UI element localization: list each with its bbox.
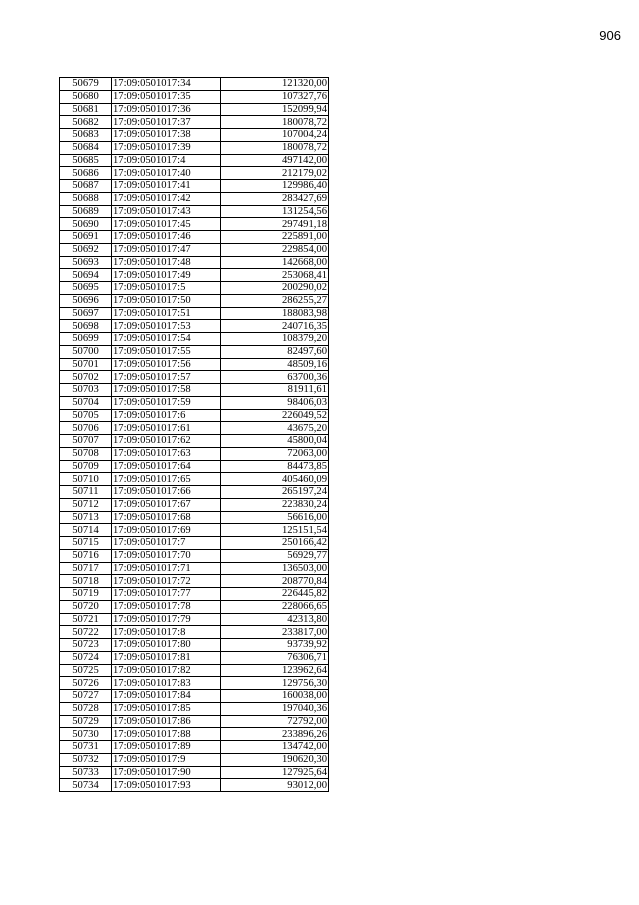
- table-row: [60, 78, 329, 91]
- row-number-cell: 50733: [60, 766, 112, 779]
- table-row: [60, 715, 329, 728]
- row-number-cell: 50707: [60, 435, 112, 448]
- table-row: [60, 524, 329, 537]
- cadastral-number-cell: 17:09:0501017:81: [112, 651, 221, 664]
- value-cell: 42313,80: [221, 613, 329, 626]
- value-cell: 233817,00: [221, 626, 329, 639]
- row-number-cell: 50705: [60, 409, 112, 422]
- table-row: [60, 256, 329, 269]
- row-number-cell: 50690: [60, 218, 112, 231]
- cadastral-number-cell: 17:09:0501017:55: [112, 345, 221, 358]
- cadastral-number-cell: 17:09:0501017:46: [112, 231, 221, 244]
- value-cell: 81911,61: [221, 384, 329, 397]
- cadastral-number-cell: 17:09:0501017:37: [112, 116, 221, 129]
- table-row: [60, 333, 329, 346]
- value-cell: 76306,71: [221, 651, 329, 664]
- value-cell: 56929,77: [221, 549, 329, 562]
- value-cell: 180078,72: [221, 116, 329, 129]
- row-number-cell: 50680: [60, 90, 112, 103]
- row-number-cell: 50734: [60, 779, 112, 792]
- table-row: [60, 358, 329, 371]
- value-cell: 129986,40: [221, 180, 329, 193]
- value-cell: 233896,26: [221, 728, 329, 741]
- table-row: [60, 269, 329, 282]
- cadastral-number-cell: 17:09:0501017:9: [112, 753, 221, 766]
- row-number-cell: 50685: [60, 154, 112, 167]
- cadastral-number-cell: 17:09:0501017:79: [112, 613, 221, 626]
- cadastral-number-cell: 17:09:0501017:71: [112, 562, 221, 575]
- cadastral-number-cell: 17:09:0501017:49: [112, 269, 221, 282]
- table-row: [60, 435, 329, 448]
- value-cell: 93739,92: [221, 639, 329, 652]
- row-number-cell: 50719: [60, 588, 112, 601]
- cadastral-number-cell: 17:09:0501017:63: [112, 447, 221, 460]
- table-row: [60, 345, 329, 358]
- table-row: [60, 384, 329, 397]
- value-cell: 160038,00: [221, 690, 329, 703]
- cadastral-number-cell: 17:09:0501017:45: [112, 218, 221, 231]
- row-number-cell: 50693: [60, 256, 112, 269]
- cadastral-number-cell: 17:09:0501017:88: [112, 728, 221, 741]
- cadastral-number-cell: 17:09:0501017:68: [112, 511, 221, 524]
- table-row: [60, 218, 329, 231]
- row-number-cell: 50684: [60, 141, 112, 154]
- cadastral-number-cell: 17:09:0501017:56: [112, 358, 221, 371]
- cadastral-number-cell: 17:09:0501017:69: [112, 524, 221, 537]
- row-number-cell: 50728: [60, 702, 112, 715]
- value-cell: 197040,36: [221, 702, 329, 715]
- value-cell: 108379,20: [221, 333, 329, 346]
- value-cell: 134742,00: [221, 741, 329, 754]
- table-row: [60, 537, 329, 550]
- cadastral-number-cell: 17:09:0501017:7: [112, 537, 221, 550]
- cadastral-number-cell: 17:09:0501017:47: [112, 243, 221, 256]
- row-number-cell: 50696: [60, 294, 112, 307]
- value-cell: 56616,00: [221, 511, 329, 524]
- table-row: [60, 677, 329, 690]
- row-number-cell: 50700: [60, 345, 112, 358]
- cadastral-number-cell: 17:09:0501017:86: [112, 715, 221, 728]
- row-number-cell: 50726: [60, 677, 112, 690]
- table-row: [60, 664, 329, 677]
- table-row: [60, 728, 329, 741]
- value-cell: 226445,82: [221, 588, 329, 601]
- cadastral-number-cell: 17:09:0501017:64: [112, 460, 221, 473]
- cadastral-number-cell: 17:09:0501017:59: [112, 396, 221, 409]
- row-number-cell: 50683: [60, 129, 112, 142]
- table-row: [60, 741, 329, 754]
- row-number-cell: 50723: [60, 639, 112, 652]
- cadastral-number-cell: 17:09:0501017:36: [112, 103, 221, 116]
- table-row: [60, 690, 329, 703]
- value-cell: 229854,00: [221, 243, 329, 256]
- table-row: [60, 498, 329, 511]
- table-row: [60, 205, 329, 218]
- row-number-cell: 50714: [60, 524, 112, 537]
- cadastral-number-cell: 17:09:0501017:78: [112, 600, 221, 613]
- cadastral-number-cell: 17:09:0501017:51: [112, 307, 221, 320]
- value-cell: 188083,98: [221, 307, 329, 320]
- row-number-cell: 50679: [60, 78, 112, 91]
- table-row: [60, 167, 329, 180]
- value-cell: 93012,00: [221, 779, 329, 792]
- cadastral-number-cell: 17:09:0501017:84: [112, 690, 221, 703]
- cadastral-number-cell: 17:09:0501017:90: [112, 766, 221, 779]
- row-number-cell: 50711: [60, 486, 112, 499]
- cadastral-number-cell: 17:09:0501017:62: [112, 435, 221, 448]
- row-number-cell: 50709: [60, 460, 112, 473]
- value-cell: 123962,64: [221, 664, 329, 677]
- row-number-cell: 50701: [60, 358, 112, 371]
- table-row: [60, 651, 329, 664]
- cadastral-number-cell: 17:09:0501017:50: [112, 294, 221, 307]
- value-cell: 152099,94: [221, 103, 329, 116]
- cadastral-number-cell: 17:09:0501017:61: [112, 422, 221, 435]
- table-row: [60, 129, 329, 142]
- cadastral-number-cell: 17:09:0501017:40: [112, 167, 221, 180]
- row-number-cell: 50706: [60, 422, 112, 435]
- value-cell: 497142,00: [221, 154, 329, 167]
- value-cell: 48509,16: [221, 358, 329, 371]
- cadastral-number-cell: 17:09:0501017:83: [112, 677, 221, 690]
- value-cell: 72792,00: [221, 715, 329, 728]
- cadastral-number-cell: 17:09:0501017:53: [112, 320, 221, 333]
- cadastral-number-cell: 17:09:0501017:57: [112, 371, 221, 384]
- table-row: [60, 626, 329, 639]
- value-cell: 240716,35: [221, 320, 329, 333]
- value-cell: 45800,04: [221, 435, 329, 448]
- value-cell: 129756,30: [221, 677, 329, 690]
- value-cell: 136503,00: [221, 562, 329, 575]
- cadastral-number-cell: 17:09:0501017:67: [112, 498, 221, 511]
- row-number-cell: 50689: [60, 205, 112, 218]
- cadastral-value-table: [59, 77, 329, 792]
- row-number-cell: 50720: [60, 600, 112, 613]
- row-number-cell: 50688: [60, 192, 112, 205]
- cadastral-number-cell: 17:09:0501017:70: [112, 549, 221, 562]
- value-cell: 250166,42: [221, 537, 329, 550]
- table-row: [60, 243, 329, 256]
- row-number-cell: 50682: [60, 116, 112, 129]
- cadastral-number-cell: 17:09:0501017:54: [112, 333, 221, 346]
- row-number-cell: 50712: [60, 498, 112, 511]
- table-row: [60, 447, 329, 460]
- row-number-cell: 50694: [60, 269, 112, 282]
- value-cell: 190620,30: [221, 753, 329, 766]
- table-row: [60, 307, 329, 320]
- row-number-cell: 50725: [60, 664, 112, 677]
- row-number-cell: 50698: [60, 320, 112, 333]
- row-number-cell: 50702: [60, 371, 112, 384]
- table-row: [60, 600, 329, 613]
- cadastral-number-cell: 17:09:0501017:58: [112, 384, 221, 397]
- table-row: [60, 511, 329, 524]
- table-row: [60, 473, 329, 486]
- value-cell: 84473,85: [221, 460, 329, 473]
- row-number-cell: 50695: [60, 282, 112, 295]
- table-row: [60, 396, 329, 409]
- cadastral-number-cell: 17:09:0501017:89: [112, 741, 221, 754]
- value-cell: 265197,24: [221, 486, 329, 499]
- row-number-cell: 50730: [60, 728, 112, 741]
- cadastral-number-cell: 17:09:0501017:41: [112, 180, 221, 193]
- value-cell: 226049,52: [221, 409, 329, 422]
- table-row: [60, 639, 329, 652]
- cadastral-number-cell: 17:09:0501017:48: [112, 256, 221, 269]
- value-cell: 208770,84: [221, 575, 329, 588]
- cadastral-number-cell: 17:09:0501017:39: [112, 141, 221, 154]
- value-cell: 253068,41: [221, 269, 329, 282]
- value-cell: 82497,60: [221, 345, 329, 358]
- row-number-cell: 50697: [60, 307, 112, 320]
- row-number-cell: 50724: [60, 651, 112, 664]
- table-row: [60, 116, 329, 129]
- table-row: [60, 282, 329, 295]
- cadastral-number-cell: 17:09:0501017:93: [112, 779, 221, 792]
- cadastral-number-cell: 17:09:0501017:6: [112, 409, 221, 422]
- cadastral-number-cell: 17:09:0501017:5: [112, 282, 221, 295]
- value-cell: 125151,54: [221, 524, 329, 537]
- table-row: [60, 588, 329, 601]
- table-body: [60, 78, 329, 792]
- table-row: [60, 154, 329, 167]
- value-cell: 121320,00: [221, 78, 329, 91]
- table-row: [60, 192, 329, 205]
- row-number-cell: 50703: [60, 384, 112, 397]
- value-cell: 223830,24: [221, 498, 329, 511]
- table-row: [60, 103, 329, 116]
- row-number-cell: 50708: [60, 447, 112, 460]
- value-cell: 180078,72: [221, 141, 329, 154]
- row-number-cell: 50687: [60, 180, 112, 193]
- table-row: [60, 486, 329, 499]
- value-cell: 283427,69: [221, 192, 329, 205]
- cadastral-number-cell: 17:09:0501017:35: [112, 90, 221, 103]
- value-cell: 107327,76: [221, 90, 329, 103]
- value-cell: 228066,65: [221, 600, 329, 613]
- value-cell: 200290,02: [221, 282, 329, 295]
- table-row: [60, 779, 329, 792]
- row-number-cell: 50729: [60, 715, 112, 728]
- value-cell: 131254,56: [221, 205, 329, 218]
- row-number-cell: 50699: [60, 333, 112, 346]
- cadastral-number-cell: 17:09:0501017:43: [112, 205, 221, 218]
- table-row: [60, 294, 329, 307]
- value-cell: 72063,00: [221, 447, 329, 460]
- row-number-cell: 50704: [60, 396, 112, 409]
- row-number-cell: 50717: [60, 562, 112, 575]
- row-number-cell: 50732: [60, 753, 112, 766]
- row-number-cell: 50681: [60, 103, 112, 116]
- value-cell: 405460,09: [221, 473, 329, 486]
- cadastral-number-cell: 17:09:0501017:80: [112, 639, 221, 652]
- table-row: [60, 753, 329, 766]
- table-row: [60, 766, 329, 779]
- cadastral-number-cell: 17:09:0501017:77: [112, 588, 221, 601]
- row-number-cell: 50692: [60, 243, 112, 256]
- row-number-cell: 50727: [60, 690, 112, 703]
- table-row: [60, 371, 329, 384]
- cadastral-number-cell: 17:09:0501017:34: [112, 78, 221, 91]
- cadastral-number-cell: 17:09:0501017:82: [112, 664, 221, 677]
- cadastral-number-cell: 17:09:0501017:42: [112, 192, 221, 205]
- row-number-cell: 50716: [60, 549, 112, 562]
- table-row: [60, 141, 329, 154]
- cadastral-number-cell: 17:09:0501017:66: [112, 486, 221, 499]
- row-number-cell: 50722: [60, 626, 112, 639]
- value-cell: 142668,00: [221, 256, 329, 269]
- cadastral-number-cell: 17:09:0501017:65: [112, 473, 221, 486]
- row-number-cell: 50718: [60, 575, 112, 588]
- value-cell: 127925,64: [221, 766, 329, 779]
- value-cell: 98406,03: [221, 396, 329, 409]
- table-row: [60, 180, 329, 193]
- table-row: [60, 231, 329, 244]
- value-cell: 225891,00: [221, 231, 329, 244]
- table-row: [60, 320, 329, 333]
- table-row: [60, 549, 329, 562]
- cadastral-number-cell: 17:09:0501017:38: [112, 129, 221, 142]
- row-number-cell: 50721: [60, 613, 112, 626]
- row-number-cell: 50710: [60, 473, 112, 486]
- value-cell: 43675,20: [221, 422, 329, 435]
- value-cell: 286255,27: [221, 294, 329, 307]
- row-number-cell: 50715: [60, 537, 112, 550]
- table-row: [60, 90, 329, 103]
- value-cell: 212179,02: [221, 167, 329, 180]
- value-cell: 107004,24: [221, 129, 329, 142]
- table-row: [60, 613, 329, 626]
- table-row: [60, 562, 329, 575]
- row-number-cell: 50731: [60, 741, 112, 754]
- row-number-cell: 50686: [60, 167, 112, 180]
- table-row: [60, 575, 329, 588]
- value-cell: 63700,36: [221, 371, 329, 384]
- value-cell: 297491,18: [221, 218, 329, 231]
- row-number-cell: 50691: [60, 231, 112, 244]
- cadastral-number-cell: 17:09:0501017:8: [112, 626, 221, 639]
- cadastral-number-cell: 17:09:0501017:72: [112, 575, 221, 588]
- table-row: [60, 460, 329, 473]
- table-row: [60, 422, 329, 435]
- table-row: [60, 409, 329, 422]
- cadastral-number-cell: 17:09:0501017:4: [112, 154, 221, 167]
- row-number-cell: 50713: [60, 511, 112, 524]
- page-number: 906: [599, 28, 621, 43]
- table-row: [60, 702, 329, 715]
- cadastral-number-cell: 17:09:0501017:85: [112, 702, 221, 715]
